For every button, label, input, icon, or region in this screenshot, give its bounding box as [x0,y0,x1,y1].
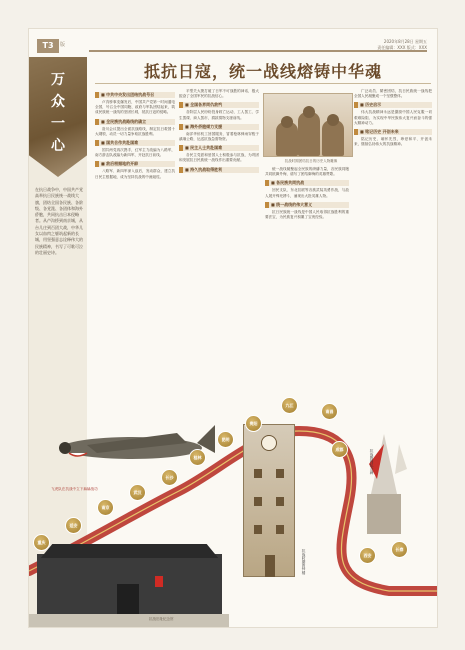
tower-door [265,555,275,577]
timeline-node: 昆明 [217,431,234,448]
article-column-2 [179,89,259,175]
date-line-1: 2020年8月28日 星期五 [383,39,427,44]
timeline-node: 长沙 [161,469,178,486]
monument-white-figure [395,444,407,474]
date-line-2: 责任编辑：XXX 版式：XXX [377,45,427,50]
monument-caption: 抗战胜利纪念碑 [370,449,374,475]
paragraph: 洛川会议提出全面抗战路线，制定抗日救国十大纲领，动员一切力量争取抗战胜利。 [95,126,175,136]
subheading: ■ 民主人士共赴国难 [179,145,259,151]
sidebar-title [29,69,87,157]
red-flag-icon [155,576,163,587]
clock-tower-image [243,424,295,577]
tower-window [276,497,284,506]
statue-head [281,116,293,128]
statue-head [303,106,315,118]
subheading: ■ 海外侨胞倾力支援 [179,124,259,130]
statue-figure [298,112,320,156]
paragraph: 国共两党再次携手，红军主力改编为八路军，南方游击队改编为新四军，开赴抗日前线。 [95,148,175,158]
paragraph: 铭记历史、缅怀先烈，珍爱和平、开创未来，继续弘扬伟大的抗战精神。 [354,137,432,147]
subheading: ■ 全国各界同仇敌忾 [179,102,259,108]
headline-rule [95,83,431,84]
paragraph: 各民主党派和爱国人士积极参与抗战，为巩固和发展抗日民族统一战线作出重要贡献。 [179,153,259,163]
tower-window [276,525,284,534]
subheading: ■ 历史启示 [354,102,432,108]
page-number-suffix: 版 [60,42,66,48]
plane-propeller [59,442,71,454]
paragraph: 卢沟桥事变爆发后，中国共产党第一时间通电全国，号召全中国同胞、政府与军队团结起来，筑成民族统一战线的坚固长城，抵抗日寇的侵略。 [95,100,175,115]
paragraph: 抗日民族统一战线是中国人民取得抗战胜利的重要法宝，为民族复兴积累了宝贵经验。 [265,209,349,220]
tower-window [276,469,284,478]
subheading: ■ 全民族抗战路线的确立 [95,119,175,125]
fighter-plane-image [47,413,217,483]
tower-window [254,525,262,534]
statue-photo [263,93,353,157]
statue-head [327,114,339,126]
subheading: ■ 敌后根据地的开辟 [95,161,175,167]
tower-window [254,469,262,478]
statue-photo-caption: 抗战时期团结抗日的历史人物雕像 [284,159,338,163]
tower-window [254,497,262,506]
clock-face-icon [261,435,277,451]
ground [29,614,229,628]
paragraph: 各阶层人民纷纷投身救亡运动，工人罢工、学生罢课、商人罢市，捐款捐物支援前线。 [179,110,259,120]
building-caption: 抗战旧址纪念馆 [149,617,174,621]
timeline-node: 成都 [331,441,348,458]
paragraph: 回民支队、东北抗联等各族武装英勇作战，与敌人展开殊死搏斗，涌现出大批英雄人物。 [265,188,349,198]
paragraph: 广泛动员、紧密团结，抗日民族统一战线把全国人民凝聚成一个坚强整体。 [354,89,432,99]
timeline-node: 长春 [391,541,408,558]
top-rule [89,50,427,52]
page-number-tag: T3 [37,39,59,53]
timeline-node: 九江 [281,397,298,414]
paragraph: 八路军、新四军深入敌后，发动群众，建立抗日民主根据地，成为坚持抗战的中流砥柱。 [95,169,175,179]
masthead-strip [29,29,437,49]
tower-caption: 抗战时期的钟楼 [302,549,306,575]
timeline-node: 南京 [97,499,114,516]
paragraph: 伟大抗战精神永远是激励中国人民克服一切艰难险阻、为实现中华民族伟大复兴而奋斗的强大精神动力。 [354,110,432,125]
paragraph: 平型关大捷打破了日军不可战胜的神话，极大振奋了全国军民的抗战信心。 [179,89,259,99]
timeline-node: 西安 [359,547,376,564]
paragraph: 南洋华侨机工回国服务，冒着枪林弹雨穿梭于滇缅公路，运送抗战急需物资。 [179,131,259,142]
timeline-node: 南昌 [321,403,338,420]
subheading: ■ 铭记历史 开创未来 [354,129,432,135]
subheading: ■ 各民族共同抗战 [265,180,349,186]
subheading: ■ 中共中央发出团结抗战号召 [95,92,175,98]
building-roof [33,544,226,558]
plane-caption: 飞虎队在抗战中立下赫赫战功 [51,487,98,491]
victory-monument-image [349,424,419,539]
timeline-node: 武汉 [129,484,146,501]
article-column-1 [95,89,175,182]
subheading: ■ 统一战线的伟大意义 [265,202,349,208]
paragraph: 统一战线凝聚起全民族的磅礴力量，各民族同胞共同抵御外侮，谱写了团结御侮的英雄赞歌。 [265,167,349,177]
sidebar-title-text: 万众一心 [51,72,65,154]
timeline-node: 延安 [65,517,82,534]
timeline-node: 桂林 [189,449,206,466]
timeline-node: 贵阳 [245,415,262,432]
page-headline: 抵抗日寇，统一战线熔铸中华魂 [143,62,382,81]
article-column-3 [265,167,349,222]
article-column-4 [354,89,432,149]
subheading: ■ 持久抗战取得胜利 [179,167,259,173]
newspaper-page [28,28,438,628]
timeline-node: 重庆 [33,534,50,551]
subheading: ■ 国共合作共赴国难 [95,140,175,146]
sidebar-intro-text: 在抗日战争中，中国共产党高举抗日民族统一战线大旗，团结全国各民族、各阶级、各党派、各团体和海外侨胞，共同抗击日本侵略者。从卢沟桥到南京城，从台儿庄到百团大战，中华儿女以血肉之躯筑起新的长城，用坚强意志诠释伟大的民族精神，书写了可歌可泣的壮丽史诗。 [35,187,83,255]
